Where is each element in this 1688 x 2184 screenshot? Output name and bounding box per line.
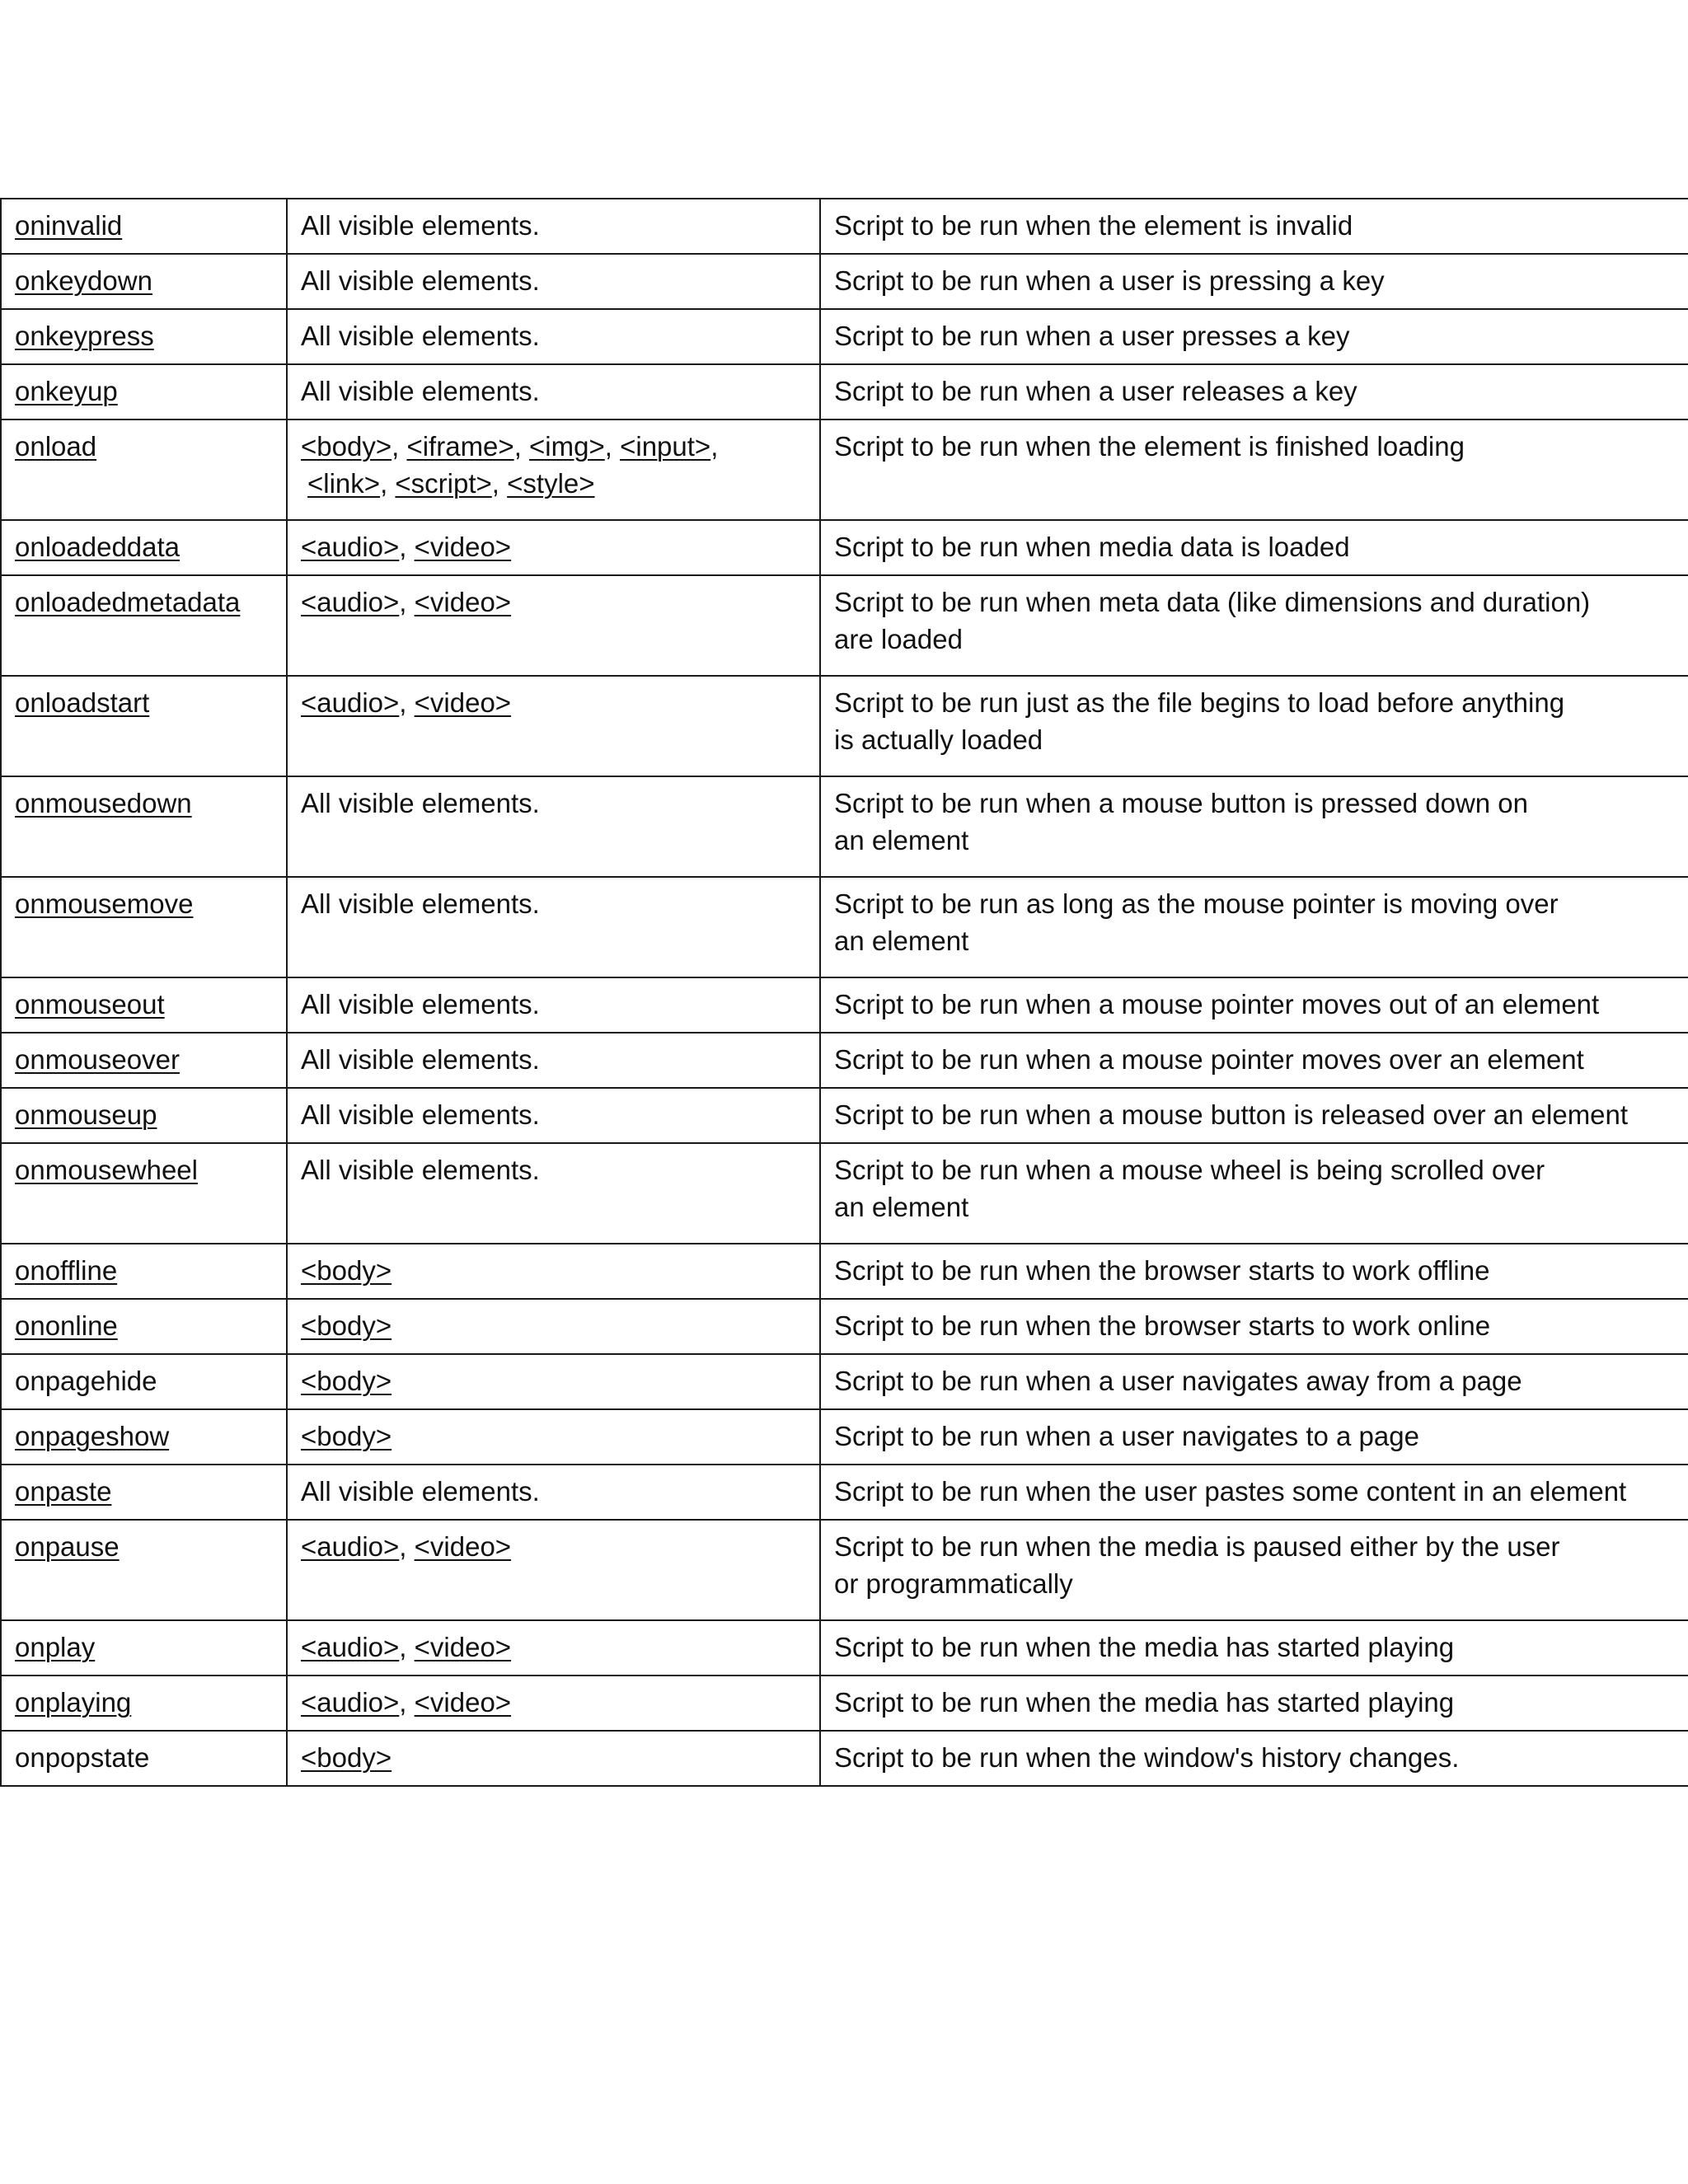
attribute-link[interactable]: onkeydown xyxy=(15,265,152,296)
description-cell xyxy=(820,1143,1688,1244)
description-line: Script to be run when the user pastes some content in an element xyxy=(834,1476,1627,1507)
table-row xyxy=(1,575,1688,676)
belongs-to-cell xyxy=(287,1409,820,1465)
attribute-link[interactable]: onkeypress xyxy=(15,321,154,351)
table-row xyxy=(1,1299,1688,1354)
belongs-to-cell xyxy=(287,1033,820,1088)
belongs-to-cell xyxy=(287,1088,820,1143)
description-cell xyxy=(820,364,1688,419)
attribute-link[interactable]: onmouseup xyxy=(15,1099,157,1130)
element-link[interactable]: <audio> xyxy=(301,532,400,562)
attribute-link[interactable]: onpause xyxy=(15,1531,120,1562)
description-line: Script to be run when a mouse wheel is being scrolled over xyxy=(834,1155,1545,1185)
belongs-to-cell xyxy=(287,1143,820,1244)
attribute-link[interactable]: onmouseout xyxy=(15,989,165,1019)
description-cell xyxy=(820,199,1688,254)
belongs-to-text: All visible elements. xyxy=(301,888,540,919)
description-line: an element xyxy=(834,926,969,956)
belongs-to-text: , xyxy=(604,431,621,462)
attribute-cell xyxy=(1,877,287,977)
table-row xyxy=(1,1731,1688,1786)
element-link[interactable]: <video> xyxy=(414,687,512,718)
description-line: Script to be run when a user releases a key xyxy=(834,376,1357,406)
belongs-to-cell xyxy=(287,1520,820,1620)
attribute-link[interactable]: onkeyup xyxy=(15,376,118,406)
belongs-to-text: All visible elements. xyxy=(301,1155,540,1185)
description-line: Script to be run when a mouse pointer moves over an element xyxy=(834,1044,1584,1075)
belongs-to-cell xyxy=(287,364,820,419)
description-line: Script to be run when a mouse pointer moves out of an element xyxy=(834,989,1600,1019)
description-line: an element xyxy=(834,1192,969,1222)
belongs-to-cell xyxy=(287,1354,820,1409)
element-link[interactable]: <audio> xyxy=(301,1632,400,1662)
description-cell xyxy=(820,419,1688,520)
description-line: Script to be run when the window's history changes. xyxy=(834,1742,1460,1773)
belongs-to-cell xyxy=(287,1731,820,1786)
element-link[interactable]: <body> xyxy=(301,1742,392,1773)
attribute-link[interactable]: onmousewheel xyxy=(15,1155,198,1185)
element-link[interactable]: <audio> xyxy=(301,1687,400,1718)
description-cell xyxy=(820,1409,1688,1465)
attribute-cell xyxy=(1,1033,287,1088)
description-line: is actually loaded xyxy=(834,724,1043,755)
attribute-cell xyxy=(1,1299,287,1354)
element-link[interactable]: <video> xyxy=(414,1531,512,1562)
table-row xyxy=(1,776,1688,877)
table-row xyxy=(1,977,1688,1033)
event-attributes-table xyxy=(0,198,1688,1787)
element-link[interactable]: <body> xyxy=(301,1421,392,1451)
belongs-to-line xyxy=(301,428,806,465)
table-row xyxy=(1,1244,1688,1299)
attribute-link[interactable]: onpaste xyxy=(15,1476,112,1507)
table-row xyxy=(1,364,1688,419)
description-cell xyxy=(820,877,1688,977)
description-line: Script to be run when a user navigates to a page xyxy=(834,1421,1419,1451)
attribute-link[interactable]: onload xyxy=(15,431,97,462)
description-line: Script to be run when the media is paused either by the user xyxy=(834,1531,1560,1562)
attribute-cell xyxy=(1,1088,287,1143)
belongs-to-text: , xyxy=(399,687,415,718)
attribute-cell xyxy=(1,1409,287,1465)
table-row xyxy=(1,254,1688,309)
attribute-link[interactable]: onmouseover xyxy=(15,1044,180,1075)
belongs-to-cell xyxy=(287,419,820,520)
attribute-link[interactable]: onmousedown xyxy=(15,788,192,818)
attribute-cell xyxy=(1,364,287,419)
description-cell xyxy=(820,1244,1688,1299)
element-link[interactable]: <body> xyxy=(301,1366,392,1396)
description-cell xyxy=(820,1620,1688,1675)
attribute-cell xyxy=(1,977,287,1033)
belongs-to-cell xyxy=(287,676,820,776)
belongs-to-text: , xyxy=(380,468,396,499)
belongs-to-text: , xyxy=(399,1531,415,1562)
belongs-to-text: All visible elements. xyxy=(301,376,540,406)
description-cell xyxy=(820,1675,1688,1731)
attribute-cell xyxy=(1,309,287,364)
description-line: Script to be run when a user is pressing a key xyxy=(834,265,1385,296)
description-line: Script to be run when the media has started playing xyxy=(834,1687,1455,1718)
attribute-name: onpagehide xyxy=(15,1366,157,1396)
attribute-link[interactable]: onplay xyxy=(15,1632,96,1662)
element-link[interactable]: <input> xyxy=(620,431,711,462)
description-line: Script to be run when the element is finished loading xyxy=(834,431,1465,462)
description-line: are loaded xyxy=(834,624,963,654)
attribute-cell xyxy=(1,1244,287,1299)
table-row xyxy=(1,877,1688,977)
table-row xyxy=(1,1354,1688,1409)
belongs-to-text: , xyxy=(399,1687,415,1718)
description-line: an element xyxy=(834,825,969,855)
table-row xyxy=(1,1520,1688,1620)
belongs-to-text: All visible elements. xyxy=(301,265,540,296)
belongs-to-text: , xyxy=(710,431,719,462)
attribute-cell xyxy=(1,254,287,309)
belongs-to-text: All visible elements. xyxy=(301,989,540,1019)
table-row xyxy=(1,1088,1688,1143)
attribute-cell xyxy=(1,575,287,676)
belongs-to-text: , xyxy=(399,587,415,617)
description-cell xyxy=(820,254,1688,309)
attribute-cell xyxy=(1,1675,287,1731)
description-line: Script to be run when the media has started playing xyxy=(834,1632,1455,1662)
element-link[interactable]: <script> xyxy=(395,468,492,499)
description-line: Script to be run when media data is loaded xyxy=(834,532,1350,562)
belongs-to-text: All visible elements. xyxy=(301,1099,540,1130)
belongs-to-cell xyxy=(287,1244,820,1299)
belongs-to-text: , xyxy=(392,431,407,462)
attribute-link[interactable]: onoffline xyxy=(15,1255,118,1286)
belongs-to-text: , xyxy=(491,468,508,499)
element-link[interactable]: <video> xyxy=(414,1687,512,1718)
element-link[interactable]: <body> xyxy=(301,1310,392,1341)
attribute-cell xyxy=(1,1465,287,1520)
element-link[interactable]: <img> xyxy=(529,431,605,462)
attribute-cell xyxy=(1,520,287,575)
element-link[interactable]: <video> xyxy=(414,587,512,617)
attribute-cell xyxy=(1,419,287,520)
attribute-link[interactable]: onloadeddata xyxy=(15,532,181,562)
attribute-cell xyxy=(1,1143,287,1244)
description-cell xyxy=(820,1088,1688,1143)
belongs-to-cell xyxy=(287,776,820,877)
belongs-to-text: All visible elements. xyxy=(301,1044,540,1075)
element-link[interactable]: <video> xyxy=(414,1632,512,1662)
belongs-to-cell xyxy=(287,309,820,364)
table-row xyxy=(1,1675,1688,1731)
description-cell xyxy=(820,1354,1688,1409)
table-row xyxy=(1,1409,1688,1465)
belongs-to-cell xyxy=(287,1675,820,1731)
attribute-cell xyxy=(1,1731,287,1786)
description-cell xyxy=(820,520,1688,575)
description-line: or programmatically xyxy=(834,1568,1073,1599)
belongs-to-text: , xyxy=(513,431,530,462)
table-row xyxy=(1,1620,1688,1675)
attribute-cell xyxy=(1,1354,287,1409)
description-cell xyxy=(820,676,1688,776)
description-cell xyxy=(820,1520,1688,1620)
belongs-to-text: , xyxy=(399,532,415,562)
element-link[interactable]: <body> xyxy=(301,431,392,462)
attribute-link[interactable]: onplaying xyxy=(15,1687,132,1718)
table-row xyxy=(1,199,1688,254)
element-link[interactable]: <body> xyxy=(301,1255,392,1286)
attribute-cell xyxy=(1,1620,287,1675)
description-line: Script to be run just as the file begins to load before anything xyxy=(834,687,1565,718)
belongs-to-cell xyxy=(287,1299,820,1354)
description-line: Script to be run when the element is invalid xyxy=(834,210,1353,241)
element-link[interactable]: <audio> xyxy=(301,687,400,718)
attribute-cell xyxy=(1,199,287,254)
belongs-to-cell xyxy=(287,877,820,977)
element-link[interactable]: <video> xyxy=(414,532,512,562)
description-line: Script to be run when a user navigates away from a page xyxy=(834,1366,1522,1396)
belongs-to-text: All visible elements. xyxy=(301,321,540,351)
belongs-to-cell xyxy=(287,977,820,1033)
belongs-to-cell xyxy=(287,254,820,309)
description-line: Script to be run when a mouse button is released over an element xyxy=(834,1099,1629,1130)
element-link[interactable]: <audio> xyxy=(301,1531,400,1562)
belongs-to-cell xyxy=(287,1465,820,1520)
description-line: Script to be run when the browser starts to work offline xyxy=(834,1255,1490,1286)
description-line: Script to be run when the browser starts to work online xyxy=(834,1310,1491,1341)
belongs-to-cell xyxy=(287,199,820,254)
attribute-cell xyxy=(1,776,287,877)
table-row xyxy=(1,1465,1688,1520)
table-row xyxy=(1,419,1688,520)
description-cell xyxy=(820,1033,1688,1088)
description-cell xyxy=(820,1465,1688,1520)
attribute-cell xyxy=(1,676,287,776)
description-cell xyxy=(820,776,1688,877)
attribute-link[interactable]: onmousemove xyxy=(15,888,194,919)
description-cell xyxy=(820,1731,1688,1786)
belongs-to-cell xyxy=(287,520,820,575)
description-cell xyxy=(820,575,1688,676)
attribute-link[interactable]: onpageshow xyxy=(15,1421,170,1451)
table-row xyxy=(1,1143,1688,1244)
attribute-name: onpopstate xyxy=(15,1742,150,1773)
table-body xyxy=(1,199,1688,1786)
description-line: Script to be run as long as the mouse pointer is moving over xyxy=(834,888,1559,919)
attribute-link[interactable]: onloadedmetadata xyxy=(15,587,241,617)
element-link[interactable]: <iframe> xyxy=(406,431,514,462)
attribute-link[interactable]: ononline xyxy=(15,1310,118,1341)
attribute-cell xyxy=(1,1520,287,1620)
belongs-to-text: All visible elements. xyxy=(301,1476,540,1507)
belongs-to-cell xyxy=(287,1620,820,1675)
table-row xyxy=(1,676,1688,776)
element-link[interactable]: <link> xyxy=(307,468,381,499)
element-link[interactable]: <audio> xyxy=(301,587,400,617)
description-cell xyxy=(820,309,1688,364)
description-line: Script to be run when meta data (like dimensions and duration) xyxy=(834,587,1591,617)
belongs-to-text: All visible elements. xyxy=(301,788,540,818)
attribute-link[interactable]: oninvalid xyxy=(15,210,123,241)
belongs-to-text: , xyxy=(399,1632,415,1662)
belongs-to-cell xyxy=(287,575,820,676)
description-cell xyxy=(820,1299,1688,1354)
table-row xyxy=(1,309,1688,364)
belongs-to-line xyxy=(301,465,806,502)
description-cell xyxy=(820,977,1688,1033)
attribute-link[interactable]: onloadstart xyxy=(15,687,150,718)
table-row xyxy=(1,1033,1688,1088)
description-line: Script to be run when a mouse button is pressed down on xyxy=(834,788,1528,818)
table-row xyxy=(1,520,1688,575)
description-line: Script to be run when a user presses a key xyxy=(834,321,1350,351)
belongs-to-text: All visible elements. xyxy=(301,210,540,241)
element-link[interactable]: <style> xyxy=(507,468,595,499)
